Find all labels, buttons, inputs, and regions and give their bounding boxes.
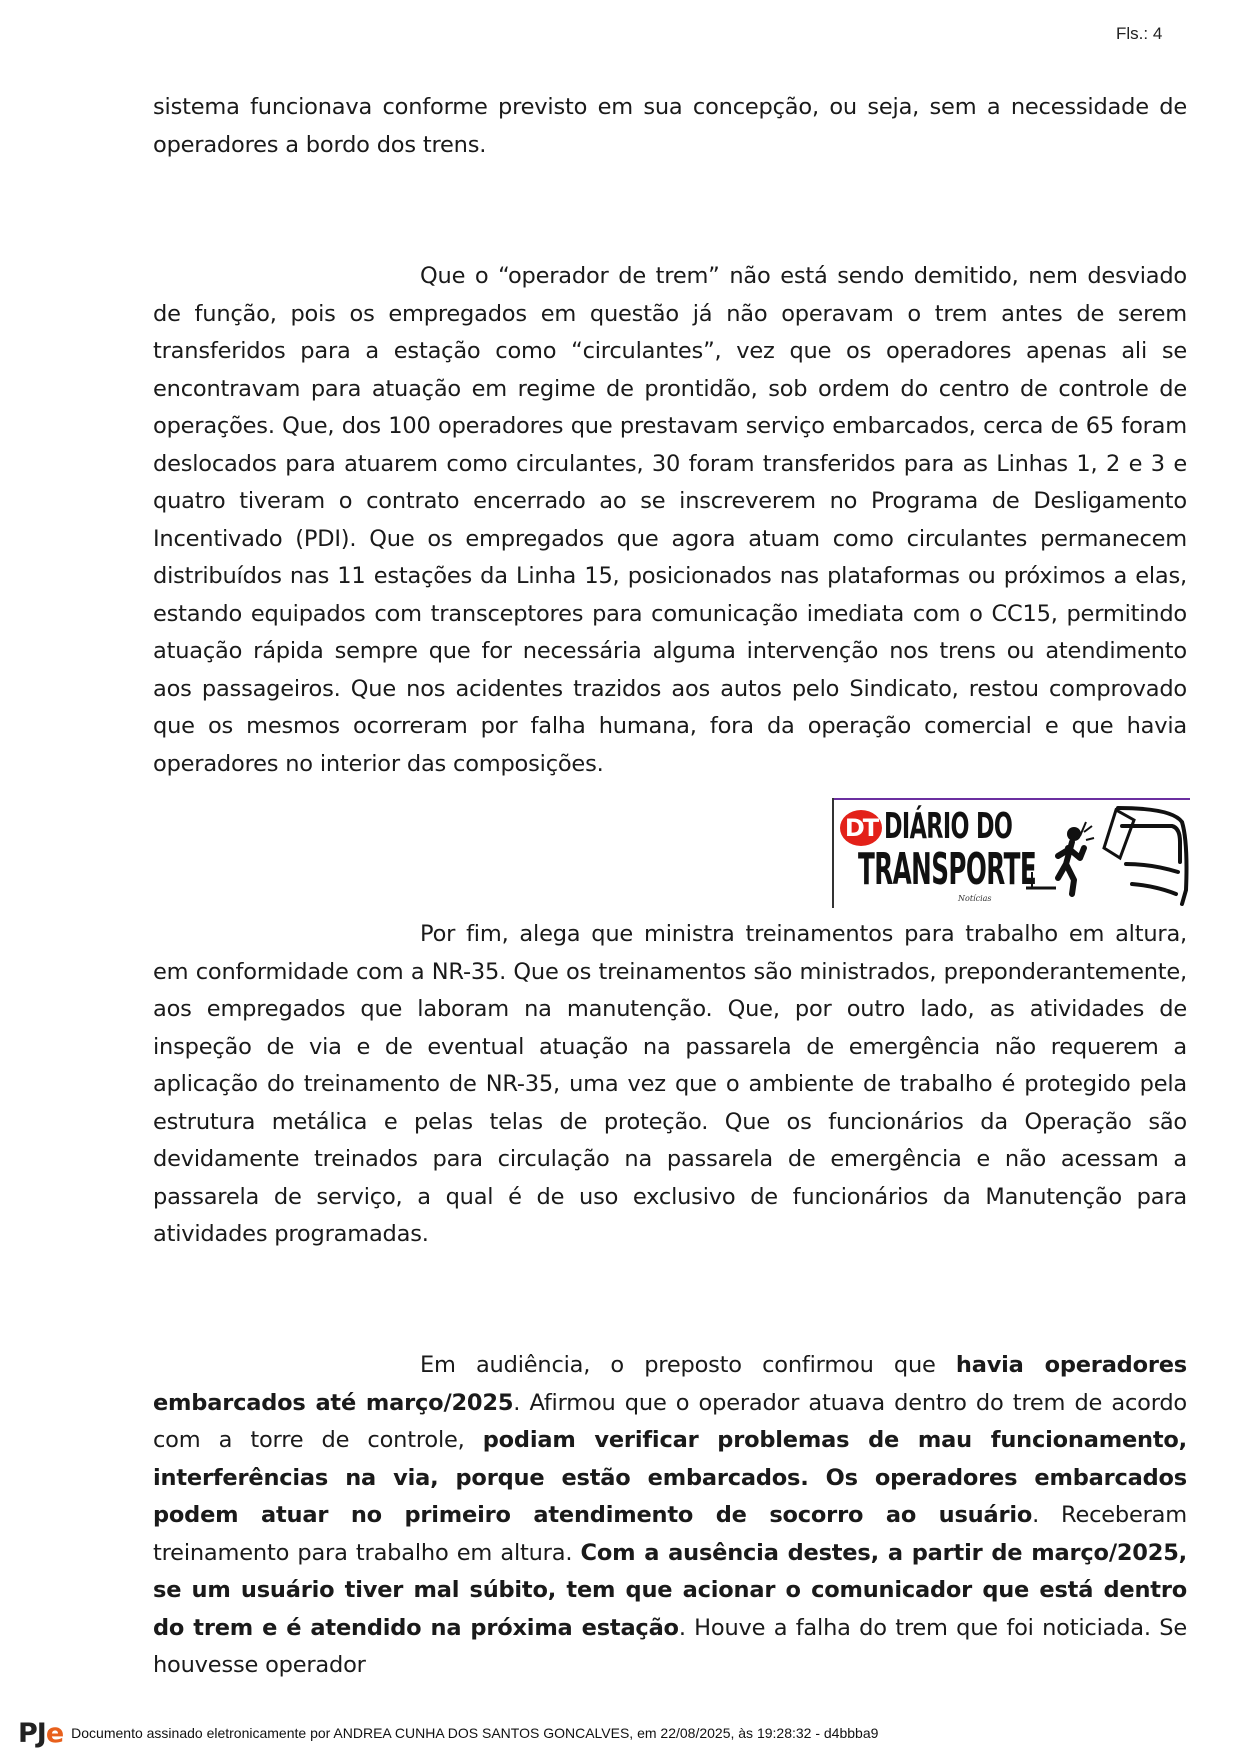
paragraph-2: [153, 258, 1187, 783]
text-run: . Receberam treinamento para trabalho em altura.: [153, 1502, 1187, 1566]
text-run: . Afirmou que o operador atuava dentro do trem de acordo com a torre de controle,: [153, 1389, 1188, 1453]
pje-logo-accent: e: [45, 1717, 64, 1749]
text-run: Que o “operador de trem” não está sendo demitido, nem desviado de função, pois os empregados em questão já não operavam o trem antes de serem transferidos para a estação como “circulantes”, vez que os operadores apenas ali se encontravam para atuação em regime de prontidão, sob ordem do centro de controle de operações. Que, dos 100 operadores que prestavam serviço embarcados, cerca de 65 foram deslocados para atuarem como circulantes, 30 foram transferidos para as Linhas 1, 2 e 3 e quatro tiveram o contrato encerrado ao se inscreverem no Programa de Desligamento Incentivado (PDI). Que os empregados que agora atuam como circulantes permanecem distribuídos nas 11 estações da Linha 15, posicionados nas plataformas ou próximos a elas, estando equipados com transceptores para comunicação imediata com o CC15, permitindo atuação rápida sempre que for necessária alguma intervenção nos trens ou atendimento aos passageiros. Que nos acidentes trazidos aos autos pelo Sindicato, restou comprovado que os mesmos ocorreram por falha humana, fora da operação comercial e que havia operadores no interior das composições.: [153, 263, 1187, 777]
paragraph-4: [153, 1347, 1187, 1685]
logo-badge: DT: [840, 810, 882, 846]
diario-do-transporte-logo: [832, 798, 1192, 908]
paragraph-3: [153, 916, 1187, 1254]
paragraph-4-text: [153, 1347, 1187, 1685]
logo-line-1: DIÁRIO DO: [884, 806, 1013, 847]
text-run: . Houve a falha do trem que foi noticiada. Se houvesse operador: [153, 1614, 1187, 1678]
bold-text-run: havia operadores embarcados até março/2025: [153, 1352, 1187, 1416]
signature-footer: [18, 1718, 878, 1748]
text-run: sistema funcionava conforme previsto em sua concepção, ou seja, sem a necessidade de operadores a bordo dos trens.: [153, 94, 1187, 158]
paragraph-1-text: [153, 89, 1187, 164]
paragraph-3-text: [153, 916, 1187, 1254]
pedestrian-bus-icon: [1022, 802, 1192, 906]
logo-top-rule: [834, 798, 1190, 800]
bold-text-run: podiam verificar problemas de mau funcionamento, interferências na via, porque estão embarcados. Os operadores embarcados podem atuar no primeiro atendimento de socorro ao usuário: [153, 1427, 1187, 1528]
signature-text: Documento assinado eletronicamente por ANDREA CUNHA DOS SANTOS GONCALVES, em 22/08/2025, às 19:28:32 - d4bbba9: [71, 1725, 879, 1741]
logo-left-rule: [832, 798, 834, 908]
pje-logo-main: PJ: [18, 1717, 46, 1749]
paragraph-2-text: [153, 258, 1187, 783]
page-number-label: Fls.: 4: [1116, 24, 1163, 43]
pje-logo: [18, 1718, 63, 1749]
logo-line-2: TRANSPORTE: [858, 844, 1037, 895]
text-run: Por fim, alega que ministra treinamentos para trabalho em altura, em conformidade com a NR-35. Que os treinamentos são ministrados, preponderantemente, aos empregados que laboram na manutenção. Que, por outro lado, as atividades de inspeção de via e de eventual atuação na passarela de emergência não requerem a aplicação do treinamento de NR-35, uma vez que o ambiente de trabalho é protegido pela estrutura metálica e pelas telas de proteção. Que os funcionários da Operação são devidamente treinados para circulação na passarela de emergência e não acessam a passarela de serviço, a qual é de uso exclusivo de funcionários da Manutenção para atividades programadas.: [153, 921, 1187, 1247]
paragraph-1: [153, 89, 1187, 164]
logo-tagline: Notícias: [958, 894, 992, 903]
text-run: Em audiência, o preposto confirmou que: [420, 1352, 956, 1378]
bold-text-run: Com a ausência destes, a partir de março/2025, se um usuário tiver mal súbito, tem que acionar o comunicador que está dentro do trem e é atendido na próxima estação: [153, 1539, 1187, 1641]
